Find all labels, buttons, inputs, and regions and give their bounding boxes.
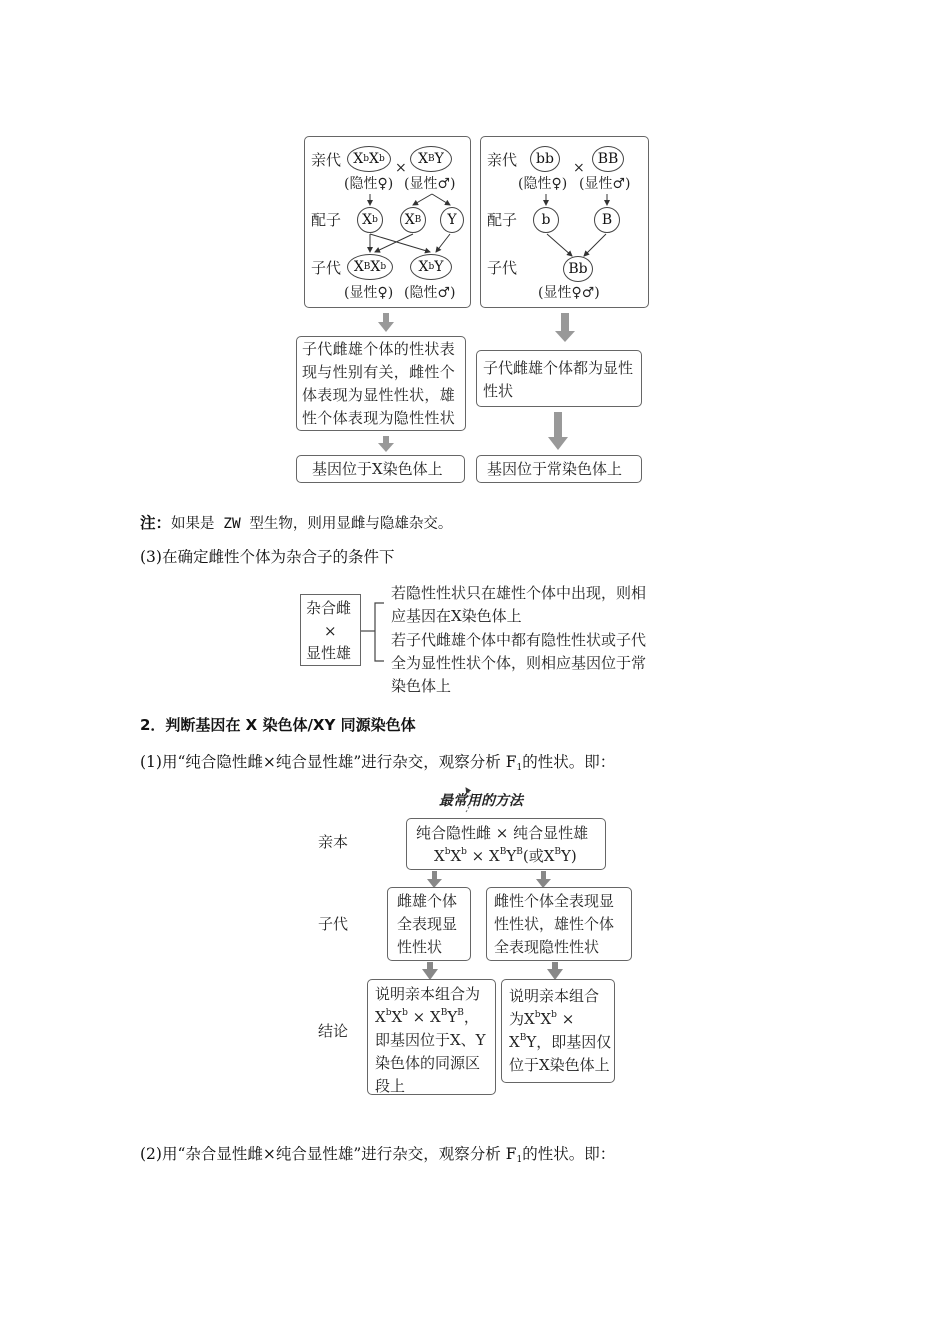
right-gamete-label: 配子 <box>487 211 518 229</box>
branch-1-text: 若隐性性状只在雄性个体中出现，则相应基因在X染色体上 <box>391 584 647 625</box>
cross-box-line3: 显性雄 <box>306 644 352 662</box>
paragraph-3: (3)在确定雌性个体为杂合子的条件下 <box>140 548 395 566</box>
right-child-phenotype: (显性♀♂) <box>538 285 600 301</box>
child-left-text: 雌雄个体全表现显性性状 <box>397 892 458 956</box>
conclusion-right-text: 说明亲本组合为$X^bX^b \times X^BY$，即基因仅位于X染色体上 <box>509 987 612 1074</box>
left-child-female-genotype: X B X b <box>347 254 393 280</box>
left-cross-symbol: × <box>395 160 407 176</box>
right-gamete-b-recessive: b <box>533 207 559 233</box>
child-right-text: 雌性个体全表现显性性状，雄性个体全表现隐性性状 <box>494 892 615 956</box>
section-heading-2: 2．判断基因在 X 染色体/XY 同源染色体 <box>140 716 416 734</box>
left-parent-male-genotype: X B Y <box>410 146 452 172</box>
branch-2-text: 若子代雌雄个体中都有隐性性状或子代全为显性性状个体，则相应基因位于常染色体上 <box>391 631 647 695</box>
left-parent-female-phenotype: (隐性♀) <box>344 176 394 192</box>
right-result-text: 子代雌雄个体都为显性性状 <box>483 359 634 400</box>
note-label: 注： <box>140 514 172 532</box>
left-child-male-phenotype: (隐性♂) <box>404 285 456 301</box>
right-parent-label: 亲代 <box>487 151 518 169</box>
right-parent-male-phenotype: (显性♂) <box>579 176 631 192</box>
note-text: 如果是 ZW 型生物，则用显雌与隐雄杂交。 <box>171 516 453 532</box>
left-conclusion-text: 基因位于X染色体上 <box>312 460 443 478</box>
paragraph-2-method: (2)用“杂合显性雌×纯合显性雄”进行杂交，观察分析 $F_1$的性状。即： <box>140 1145 616 1165</box>
right-child-genotype: Bb <box>563 256 593 282</box>
conclusion-left-text: 说明亲本组合为$X^bX^b \times X^BY^B$，即基因位于X、Y染色体的同源区段上 <box>375 985 486 1095</box>
label-child: 子代 <box>318 915 349 933</box>
label-parent: 亲本 <box>318 833 349 851</box>
left-gamete-xb-dominant: X B <box>400 207 426 233</box>
left-child-male-genotype: X b Y <box>410 254 452 280</box>
right-conclusion-text: 基因位于常染色体上 <box>487 460 623 478</box>
cross-box-line1: 杂合雌 <box>306 599 352 617</box>
parent-cross-line2: $X^bX^b \times X^BY^B$(或$X^BY$) <box>434 847 577 865</box>
left-result-text: 子代雌雄个体的性状表现与性别有关，雌性个体表现为显性性状，雄性个体表现为隐性性状 <box>302 340 456 427</box>
right-cross-symbol: × <box>573 160 585 176</box>
parent-cross-line1: 纯合隐性雌 × 纯合显性雄 <box>416 824 589 842</box>
right-gamete-b-dominant: B <box>594 207 620 233</box>
left-child-label: 子代 <box>311 259 342 277</box>
left-gamete-xb-recessive: X b <box>357 207 383 233</box>
paragraph-1-method: (1)用“纯合隐性雌×纯合显性雄”进行杂交，观察分析 $F_1$的性状。即： <box>140 753 616 773</box>
right-parent-female-genotype: bb <box>530 146 560 172</box>
cross-box-line2: × <box>324 622 337 640</box>
right-child-label: 子代 <box>487 259 518 277</box>
left-parent-label: 亲代 <box>311 151 342 169</box>
left-gamete-label: 配子 <box>311 211 342 229</box>
handwritten-note: 最常用的方法 <box>439 793 523 809</box>
left-child-female-phenotype: (显性♀) <box>344 285 394 301</box>
note-line <box>140 512 452 535</box>
left-gamete-y: Y <box>440 207 464 233</box>
right-parent-female-phenotype: (隐性♀) <box>518 176 568 192</box>
left-parent-female-genotype: X b X b <box>347 146 391 172</box>
label-conclusion: 结论 <box>318 1022 349 1040</box>
right-parent-male-genotype: BB <box>592 146 624 172</box>
left-parent-male-phenotype: (显性♂) <box>404 176 456 192</box>
